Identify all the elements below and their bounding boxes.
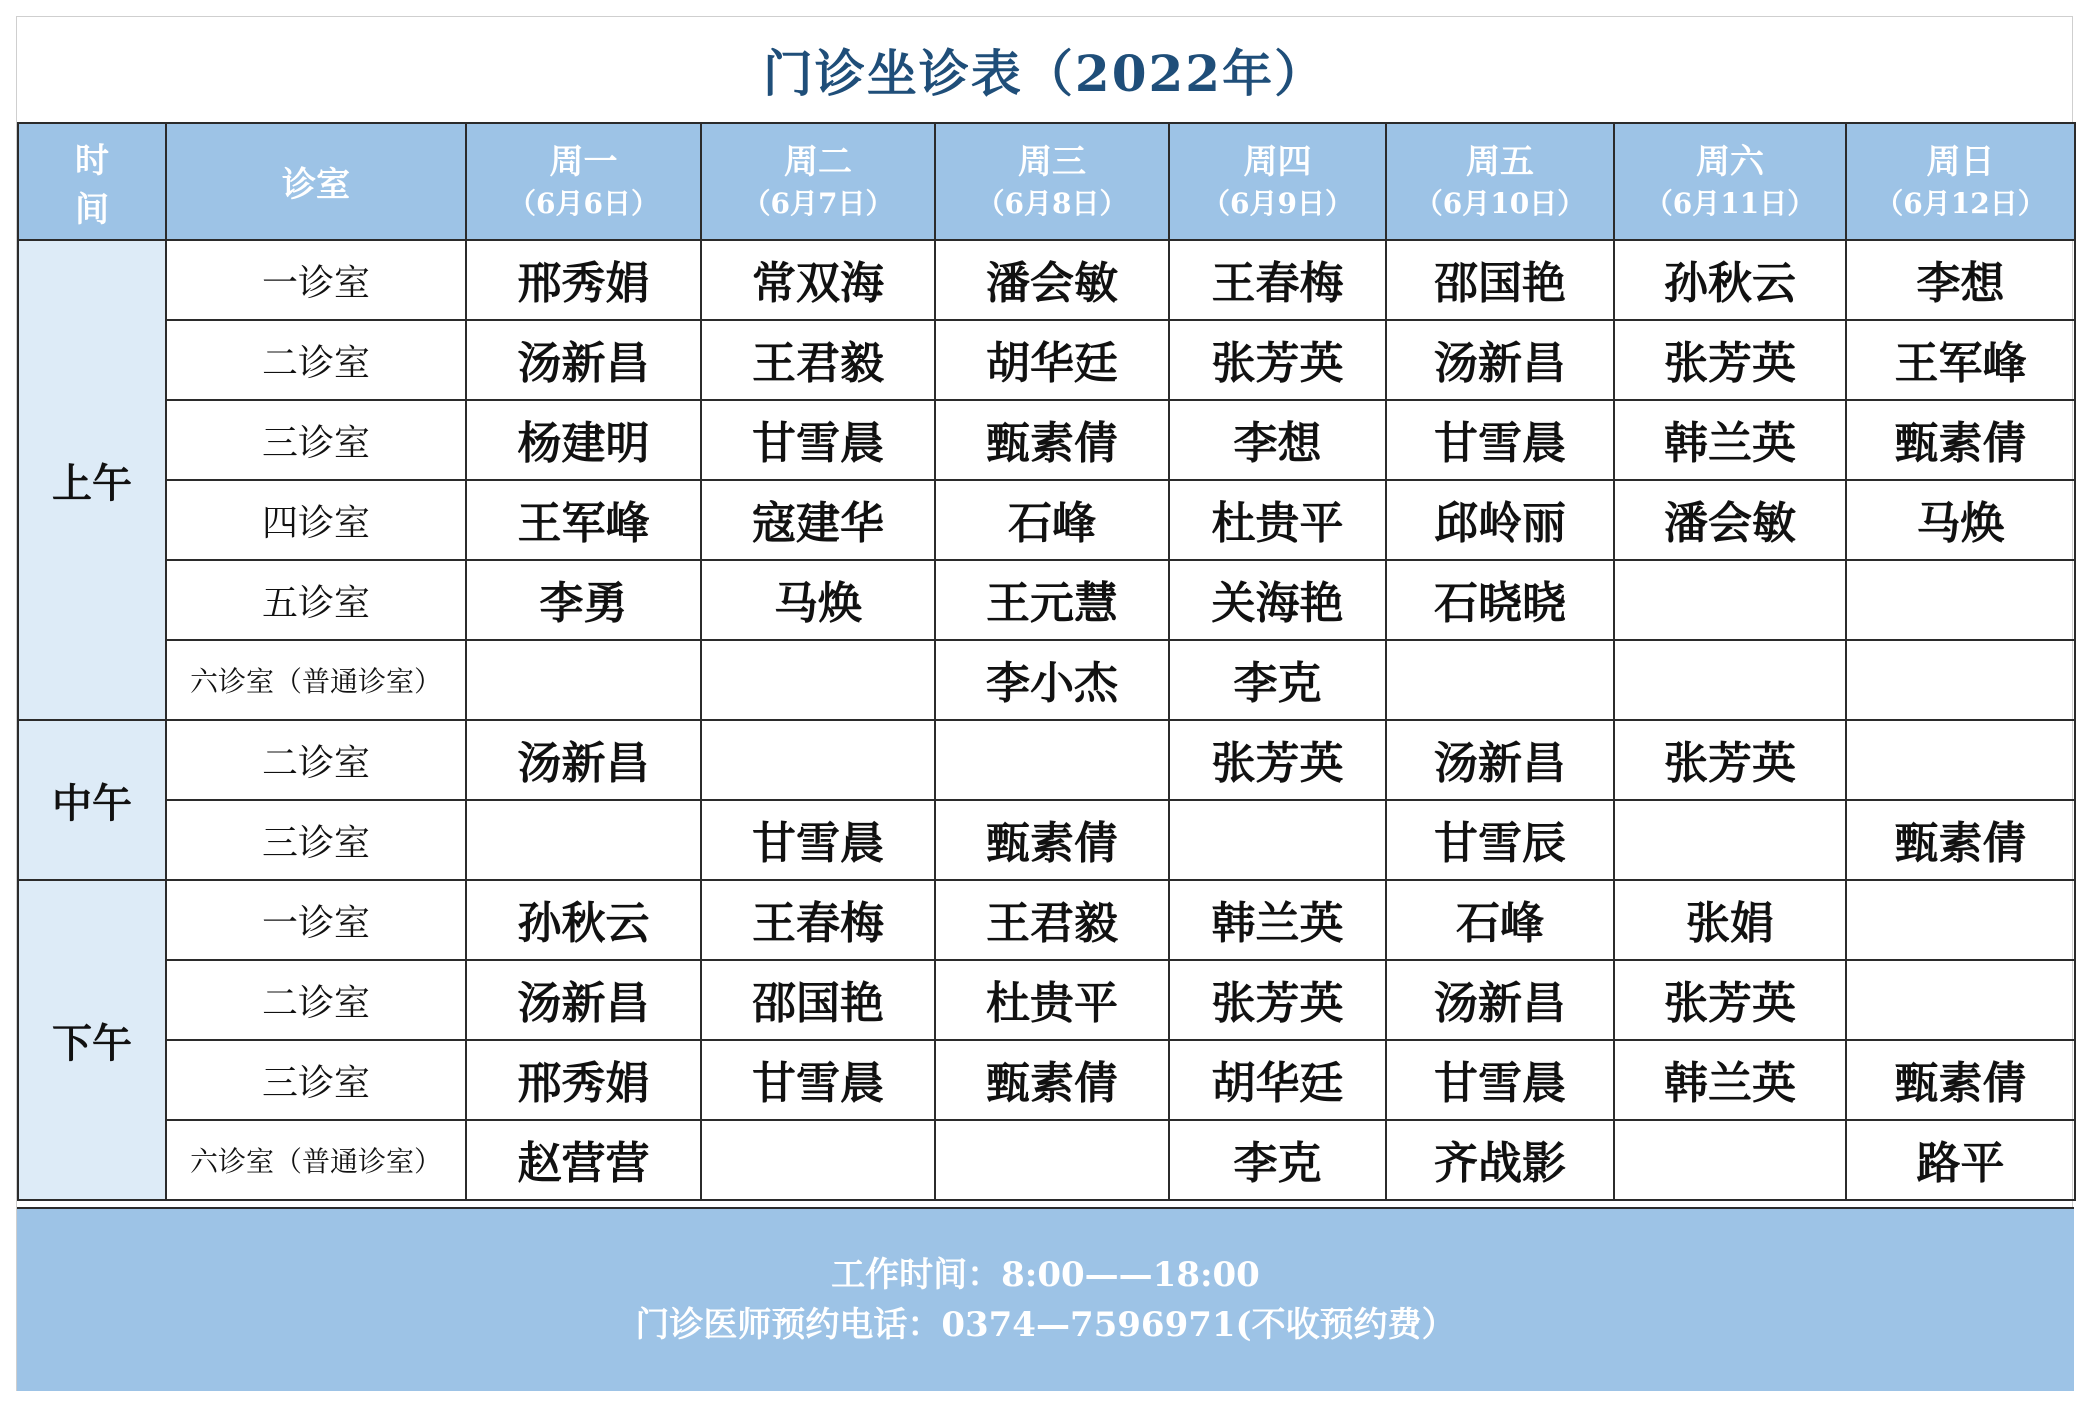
day-name: 周日 bbox=[1926, 141, 1995, 182]
appointment-phone: 门诊医师预约电话：0374—7596971(不收预约费） bbox=[635, 1305, 1456, 1345]
doctor-cell: 王春梅 bbox=[701, 880, 935, 960]
table-row bbox=[18, 560, 2075, 640]
doctor-cell: 石峰 bbox=[935, 480, 1169, 560]
table-row bbox=[18, 720, 2075, 800]
day-date: （6月12日） bbox=[1875, 186, 2046, 220]
doctor-cell: 张娟 bbox=[1614, 880, 1846, 960]
doctor-cell: 邢秀娟 bbox=[466, 1040, 701, 1120]
doctor-cell: 孙秋云 bbox=[1614, 240, 1846, 320]
room-name: 六诊室（普通诊室） bbox=[166, 640, 466, 720]
doctor-cell: 甄素倩 bbox=[935, 400, 1169, 480]
day-date: （6月9日） bbox=[1202, 186, 1353, 220]
doctor-cell bbox=[1614, 800, 1846, 880]
doctor-cell: 常双海 bbox=[701, 240, 935, 320]
period-label: 下午 bbox=[18, 880, 166, 1200]
doctor-cell: 张芳英 bbox=[1614, 320, 1846, 400]
doctor-cell: 马焕 bbox=[701, 560, 935, 640]
doctor-cell: 李克 bbox=[1169, 1120, 1386, 1200]
header-day bbox=[1846, 123, 2075, 240]
doctor-cell: 潘会敏 bbox=[935, 240, 1169, 320]
doctor-cell: 王元慧 bbox=[935, 560, 1169, 640]
doctor-cell: 马焕 bbox=[1846, 480, 2075, 560]
doctor-cell: 石峰 bbox=[1386, 880, 1614, 960]
header-day bbox=[466, 123, 701, 240]
header-time: 时 间 bbox=[18, 123, 166, 240]
table-row bbox=[18, 1120, 2075, 1200]
doctor-cell: 李克 bbox=[1169, 640, 1386, 720]
day-date: （6月6日） bbox=[508, 186, 659, 220]
doctor-cell bbox=[1846, 720, 2075, 800]
period-label: 上午 bbox=[18, 240, 166, 720]
doctor-cell: 杨建明 bbox=[466, 400, 701, 480]
doctor-cell: 王春梅 bbox=[1169, 240, 1386, 320]
schedule-table bbox=[17, 122, 2076, 1201]
header-day bbox=[1169, 123, 1386, 240]
header-day bbox=[935, 123, 1169, 240]
header-day bbox=[1614, 123, 1846, 240]
table-row bbox=[18, 640, 2075, 720]
doctor-cell: 邵国艳 bbox=[701, 960, 935, 1040]
doctor-cell bbox=[466, 800, 701, 880]
day-name: 周一 bbox=[549, 141, 618, 182]
header-day bbox=[1386, 123, 1614, 240]
header-day bbox=[701, 123, 935, 240]
doctor-cell: 甄素倩 bbox=[1846, 400, 2075, 480]
doctor-cell: 张芳英 bbox=[1169, 960, 1386, 1040]
room-name: 二诊室 bbox=[166, 720, 466, 800]
doctor-cell: 杜贵平 bbox=[1169, 480, 1386, 560]
doctor-cell bbox=[935, 720, 1169, 800]
doctor-cell: 寇建华 bbox=[701, 480, 935, 560]
day-name: 周二 bbox=[784, 141, 852, 182]
header-row bbox=[18, 123, 2075, 240]
room-name: 四诊室 bbox=[166, 480, 466, 560]
doctor-cell: 汤新昌 bbox=[466, 320, 701, 400]
doctor-cell: 甘雪晨 bbox=[701, 1040, 935, 1120]
room-name: 六诊室（普通诊室） bbox=[166, 1120, 466, 1200]
period-label: 中午 bbox=[18, 720, 166, 880]
header-room: 诊室 bbox=[166, 123, 466, 240]
doctor-cell bbox=[1614, 1120, 1846, 1200]
schedule-sheet bbox=[16, 16, 2073, 1391]
doctor-cell: 甘雪晨 bbox=[1386, 400, 1614, 480]
day-date: （6月11日） bbox=[1644, 186, 1816, 220]
doctor-cell: 石晓晓 bbox=[1386, 560, 1614, 640]
doctor-cell: 李勇 bbox=[466, 560, 701, 640]
room-name: 二诊室 bbox=[166, 320, 466, 400]
doctor-cell: 甘雪晨 bbox=[701, 400, 935, 480]
day-name: 周六 bbox=[1696, 141, 1764, 182]
doctor-cell: 甘雪晨 bbox=[701, 800, 935, 880]
table-row bbox=[18, 1040, 2075, 1120]
doctor-cell: 王军峰 bbox=[466, 480, 701, 560]
doctor-cell: 甘雪辰 bbox=[1386, 800, 1614, 880]
table-row bbox=[18, 480, 2075, 560]
room-name: 一诊室 bbox=[166, 880, 466, 960]
doctor-cell bbox=[1846, 960, 2075, 1040]
doctor-cell: 张芳英 bbox=[1614, 720, 1846, 800]
doctor-cell: 邢秀娟 bbox=[466, 240, 701, 320]
day-date: （6月8日） bbox=[976, 186, 1128, 220]
room-name: 三诊室 bbox=[166, 400, 466, 480]
doctor-cell: 王君毅 bbox=[701, 320, 935, 400]
doctor-cell bbox=[701, 640, 935, 720]
day-name: 周四 bbox=[1243, 141, 1312, 182]
footer-info bbox=[17, 1207, 2074, 1391]
doctor-cell: 孙秋云 bbox=[466, 880, 701, 960]
day-name: 周三 bbox=[1018, 141, 1086, 182]
doctor-cell: 汤新昌 bbox=[466, 960, 701, 1040]
doctor-cell: 李想 bbox=[1846, 240, 2075, 320]
doctor-cell bbox=[701, 720, 935, 800]
doctor-cell: 甄素倩 bbox=[1846, 800, 2075, 880]
doctor-cell bbox=[1614, 560, 1846, 640]
doctor-cell: 胡华廷 bbox=[1169, 1040, 1386, 1120]
doctor-cell: 李小杰 bbox=[935, 640, 1169, 720]
day-name: 周五 bbox=[1466, 141, 1534, 182]
room-name: 二诊室 bbox=[166, 960, 466, 1040]
doctor-cell bbox=[1846, 880, 2075, 960]
doctor-cell: 韩兰英 bbox=[1614, 400, 1846, 480]
table-row bbox=[18, 960, 2075, 1040]
doctor-cell: 汤新昌 bbox=[1386, 960, 1614, 1040]
doctor-cell: 汤新昌 bbox=[1386, 720, 1614, 800]
doctor-cell bbox=[1386, 640, 1614, 720]
day-date: （6月10日） bbox=[1414, 186, 1586, 220]
page-title: 门诊坐诊表（2022年） bbox=[762, 43, 1327, 103]
doctor-cell bbox=[1846, 640, 2075, 720]
doctor-cell: 甄素倩 bbox=[1846, 1040, 2075, 1120]
doctor-cell: 齐战影 bbox=[1386, 1120, 1614, 1200]
doctor-cell bbox=[466, 640, 701, 720]
doctor-cell: 汤新昌 bbox=[466, 720, 701, 800]
doctor-cell: 邵国艳 bbox=[1386, 240, 1614, 320]
table-row bbox=[18, 880, 2075, 960]
doctor-cell: 张芳英 bbox=[1614, 960, 1846, 1040]
table-row bbox=[18, 800, 2075, 880]
doctor-cell: 王军峰 bbox=[1846, 320, 2075, 400]
doctor-cell: 胡华廷 bbox=[935, 320, 1169, 400]
doctor-cell: 关海艳 bbox=[1169, 560, 1386, 640]
doctor-cell: 路平 bbox=[1846, 1120, 2075, 1200]
doctor-cell: 甄素倩 bbox=[935, 1040, 1169, 1120]
table-row bbox=[18, 400, 2075, 480]
doctor-cell: 张芳英 bbox=[1169, 720, 1386, 800]
room-name: 三诊室 bbox=[166, 800, 466, 880]
room-name: 五诊室 bbox=[166, 560, 466, 640]
doctor-cell bbox=[1846, 560, 2075, 640]
doctor-cell: 韩兰英 bbox=[1169, 880, 1386, 960]
doctor-cell: 甘雪晨 bbox=[1386, 1040, 1614, 1120]
doctor-cell: 王君毅 bbox=[935, 880, 1169, 960]
room-name: 一诊室 bbox=[166, 240, 466, 320]
doctor-cell: 张芳英 bbox=[1169, 320, 1386, 400]
doctor-cell bbox=[1614, 640, 1846, 720]
doctor-cell bbox=[701, 1120, 935, 1200]
working-hours: 工作时间：8:00——18:00 bbox=[831, 1255, 1260, 1295]
doctor-cell bbox=[935, 1120, 1169, 1200]
doctor-cell: 赵营营 bbox=[466, 1120, 701, 1200]
schedule-body bbox=[18, 240, 2075, 1200]
doctor-cell: 汤新昌 bbox=[1386, 320, 1614, 400]
table-row bbox=[18, 240, 2075, 320]
doctor-cell: 李想 bbox=[1169, 400, 1386, 480]
doctor-cell: 韩兰英 bbox=[1614, 1040, 1846, 1120]
day-date: （6月7日） bbox=[742, 186, 894, 220]
doctor-cell: 邱岭丽 bbox=[1386, 480, 1614, 560]
table-row bbox=[18, 320, 2075, 400]
doctor-cell: 甄素倩 bbox=[935, 800, 1169, 880]
doctor-cell: 潘会敏 bbox=[1614, 480, 1846, 560]
doctor-cell: 杜贵平 bbox=[935, 960, 1169, 1040]
doctor-cell bbox=[1169, 800, 1386, 880]
room-name: 三诊室 bbox=[166, 1040, 466, 1120]
